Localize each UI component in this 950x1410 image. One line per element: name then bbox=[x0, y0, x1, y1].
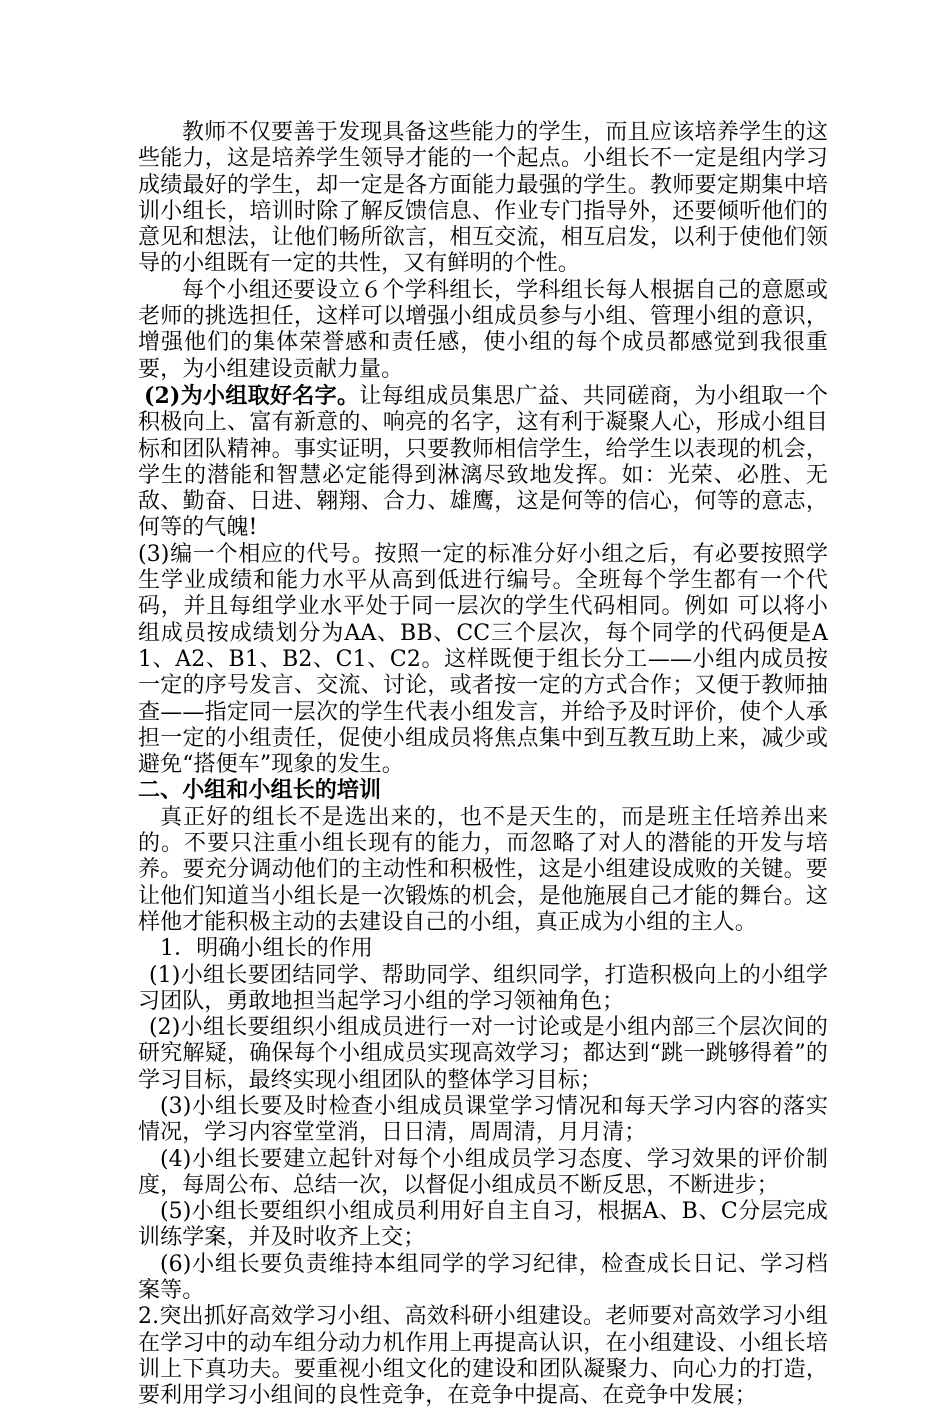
paragraph-good-leader: 真正好的组长不是选出来的，也不是天生的，而是班主任培养出来的。不要只注重小组长现有的能力，而忽略了对人的潜能的开发与培养。要充分调动他们的主动性和积极性，这是小组建设成败的关键。要让他们知道当小组长是一次锻炼的机会，是他施展自己才能的舞台。这样他才能积极主动的去建设自己的小组，真正成为小组的主人。 bbox=[138, 804, 828, 935]
paragraph-efficient-groups: 2.突出抓好高效学习小组、高效科研小组建设。老师要对高效学习小组在学习中的动车组分动力机作用上再提高认识，在小组建设、小组长培训上下真功夫。要重视小组文化的建设和团队凝聚力、向心力的打造，要利用学习小组间的良性竞争，在竞争中提高、在竞争中发展； bbox=[138, 1304, 828, 1409]
subheading-leader-role: 1．明确小组长的作用 bbox=[160, 936, 373, 962]
group-name-heading: (2)为小组取好名字。 bbox=[144, 382, 360, 409]
list-item-role-2: (2)小组长要组织小组成员进行一对一讨论或是小组内部三个层次间的研究解疑，确保每个小组成员实现高效学习；都达到“跳一跳够得着”的学习目标，最终实现小组团队的整体学习目标； bbox=[138, 1015, 828, 1093]
list-item-role-4: (4)小组长要建立起针对每个小组成员学习态度、学习效果的评价制度，每周公布、总结一次，以督促小组成员不断反思，不断进步； bbox=[138, 1146, 828, 1198]
document-page bbox=[138, 120, 828, 1410]
list-item-role-5: (5)小组长要组织小组成员利用好自主自习，根据A、B、C分层完成训练学案，并及时收齐上交； bbox=[138, 1199, 828, 1251]
paragraph-leader-training: 教师不仅要善于发现具备这些能力的学生，而且应该培养学生的这些能力，这是培养学生领导才能的一个起点。小组长不一定是组内学习成绩最好的学生，却一定是各方面能力最强的学生。教师要定期集中培训小组长，培训时除了解反馈信息、作业专门指导外，还要倾听他们的意见和想法，让他们畅所欲言，相互交流，相互启发，以利于使他们领导的小组既有一定的共性，又有鲜明的个性。 bbox=[138, 120, 828, 277]
group-name-body: 让每组成员集思广益、共同磋商，为小组取一个积极向上、富有新意的、响亮的名字，这有利于凝聚人心，形成小组目标和团队精神。事实证明，只要教师相信学生，给学生以表现的机会，学生的潜能和智慧必定能得到淋漓尽致地发挥。如：光荣、必胜、无敌、勤奋、日进、翱翔、合力、雄鹰，这是何等的信心，何等的意志，何等的气魄! bbox=[138, 383, 828, 541]
list-item-role-3: (3)小组长要及时检查小组成员课堂学习情况和每天学习内容的落实情况，学习内容堂堂消，日日清，周周清，月月清； bbox=[138, 1093, 828, 1146]
paragraph-group-code: (3)编一个相应的代号。按照一定的标准分好小组之后，有必要按照学生学业成绩和能力水平从高到低进行编号。全班每个学生都有一个代码，并且每组学业水平处于同一层次的学生代码相同。例如 可以将小组成员按成绩划分为AA、BB、CC三个层次，每个同学的代码便是A1、A2、B1、B2、C1、C2。这样既便于组长分工——小组内成员按一定的序号发言、交流、讨论，或者按一定的方式合作；又便于教师抽查——指定同一层次的学生代表小组发言，并给予及时评价，使个人承担一定的小组责任，促使小组成员将焦点集中到互教互助上来，减少或避免“搭便车”现象的发生。 bbox=[138, 541, 828, 778]
paragraph-group-name bbox=[138, 383, 828, 542]
section-heading-training: 二、小组和小组长的培训 bbox=[138, 778, 382, 804]
list-item-role-1: (1)小组长要团结同学、帮助同学、组织同学，打造积极向上的小组学习团队，勇敢地担当起学习小组的学习领袖角色； bbox=[138, 962, 828, 1014]
list-item-role-6: (6)小组长要负责维持本组同学的学习纪律，检查成长日记、学习档案等。 bbox=[138, 1251, 828, 1304]
paragraph-subject-leaders: 每个小组还要设立６个学科组长，学科组长每人根据自己的意愿或老师的挑选担任，这样可以增强小组成员参与小组、管理小组的意识，增强他们的集体荣誉感和责任感，使小组的每个成员都感觉到我很重要，为小组建设贡献力量。 bbox=[138, 277, 828, 382]
